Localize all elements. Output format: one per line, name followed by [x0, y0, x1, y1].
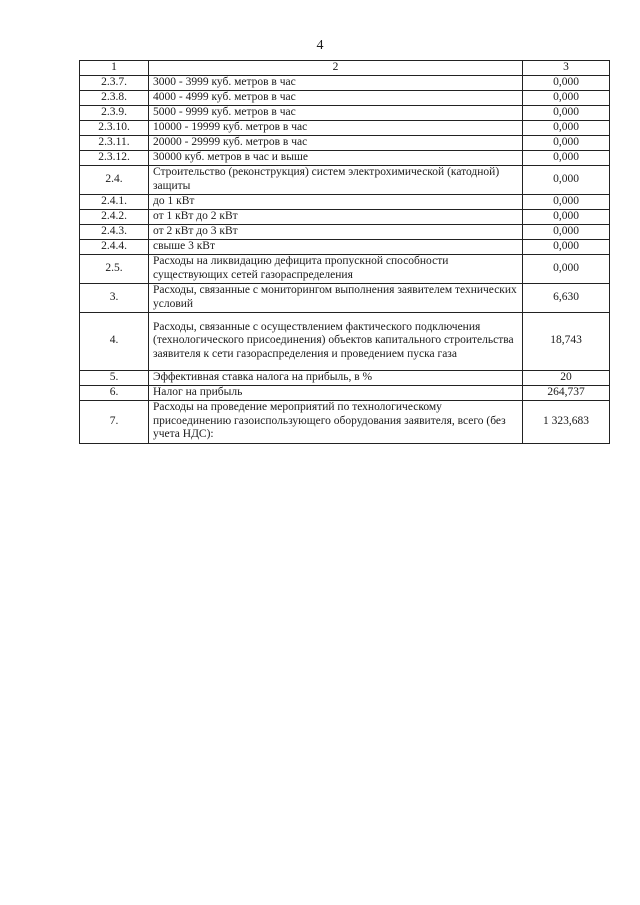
- row-number: 2.3.7.: [80, 75, 149, 90]
- row-description: 30000 куб. метров в час и выше: [149, 150, 523, 165]
- row-number: 4.: [80, 312, 149, 370]
- row-description: от 2 кВт до 3 кВт: [149, 224, 523, 239]
- row-description: 5000 - 9999 куб. метров в час: [149, 105, 523, 120]
- row-value: 0,000: [523, 90, 610, 105]
- row-description: свыше 3 кВт: [149, 239, 523, 254]
- row-value: 0,000: [523, 239, 610, 254]
- table-row: [80, 370, 610, 385]
- row-description: Расходы, связанные с мониторингом выполнения заявителем технических условий: [149, 283, 523, 312]
- row-number: 6.: [80, 385, 149, 400]
- row-value: 6,630: [523, 283, 610, 312]
- row-value: 0,000: [523, 224, 610, 239]
- table-row: [80, 224, 610, 239]
- row-number: 2.4.3.: [80, 224, 149, 239]
- row-value: 0,000: [523, 105, 610, 120]
- row-description: 4000 - 4999 куб. метров в час: [149, 90, 523, 105]
- table-row: [80, 105, 610, 120]
- row-description: от 1 кВт до 2 кВт: [149, 209, 523, 224]
- row-description: Налог на прибыль: [149, 385, 523, 400]
- row-description: Расходы на ликвидацию дефицита пропускной способности существующих сетей газораспределения: [149, 254, 523, 283]
- row-number: 5.: [80, 370, 149, 385]
- cost-table: [79, 60, 610, 444]
- header-col-3: 3: [523, 61, 610, 76]
- table-row: [80, 120, 610, 135]
- row-value: 0,000: [523, 150, 610, 165]
- row-number: 2.3.11.: [80, 135, 149, 150]
- row-description: 10000 - 19999 куб. метров в час: [149, 120, 523, 135]
- table-row: [80, 239, 610, 254]
- row-value: 0,000: [523, 194, 610, 209]
- row-value: 20: [523, 370, 610, 385]
- row-number: 3.: [80, 283, 149, 312]
- row-value: 0,000: [523, 75, 610, 90]
- table-row: [80, 194, 610, 209]
- table-row: [80, 90, 610, 105]
- row-number: 2.4.4.: [80, 239, 149, 254]
- row-number: 2.3.12.: [80, 150, 149, 165]
- table-header-row: [80, 61, 610, 76]
- table-row: [80, 135, 610, 150]
- row-value: 0,000: [523, 135, 610, 150]
- row-number: 2.3.9.: [80, 105, 149, 120]
- row-value: 18,743: [523, 312, 610, 370]
- table-row: [80, 283, 610, 312]
- row-number: 2.4.1.: [80, 194, 149, 209]
- row-description: 20000 - 29999 куб. метров в час: [149, 135, 523, 150]
- row-description: Расходы, связанные с осуществлением фактического подключения (технологического присоединения) объектов капитального строительства заявителя к сети газораспределения и проведением пуска газа: [149, 312, 523, 370]
- row-number: 2.3.8.: [80, 90, 149, 105]
- header-col-2: 2: [149, 61, 523, 76]
- table-row: [80, 312, 610, 370]
- row-value: 0,000: [523, 120, 610, 135]
- row-value: 0,000: [523, 209, 610, 224]
- row-description: Эффективная ставка налога на прибыль, в %: [149, 370, 523, 385]
- row-value: 0,000: [523, 254, 610, 283]
- row-number: 2.5.: [80, 254, 149, 283]
- row-number: 2.4.: [80, 165, 149, 194]
- table-row: [80, 165, 610, 194]
- row-description: Строительство (реконструкция) систем электрохимической (катодной) защиты: [149, 165, 523, 194]
- header-col-1: 1: [80, 61, 149, 76]
- table-row: [80, 75, 610, 90]
- table-row: [80, 385, 610, 400]
- row-value: 264,737: [523, 385, 610, 400]
- page-number: 4: [316, 38, 324, 53]
- table-row: [80, 400, 610, 443]
- table-row: [80, 209, 610, 224]
- row-description: Расходы на проведение мероприятий по технологическому присоединению газоиспользующего оборудования заявителя, всего (без учета НДС):: [149, 400, 523, 443]
- table-row: [80, 254, 610, 283]
- row-value: 0,000: [523, 165, 610, 194]
- row-description: 3000 - 3999 куб. метров в час: [149, 75, 523, 90]
- row-number: 2.4.2.: [80, 209, 149, 224]
- table-row: [80, 150, 610, 165]
- row-value: 1 323,683: [523, 400, 610, 443]
- row-number: 7.: [80, 400, 149, 443]
- row-description: до 1 кВт: [149, 194, 523, 209]
- row-number: 2.3.10.: [80, 120, 149, 135]
